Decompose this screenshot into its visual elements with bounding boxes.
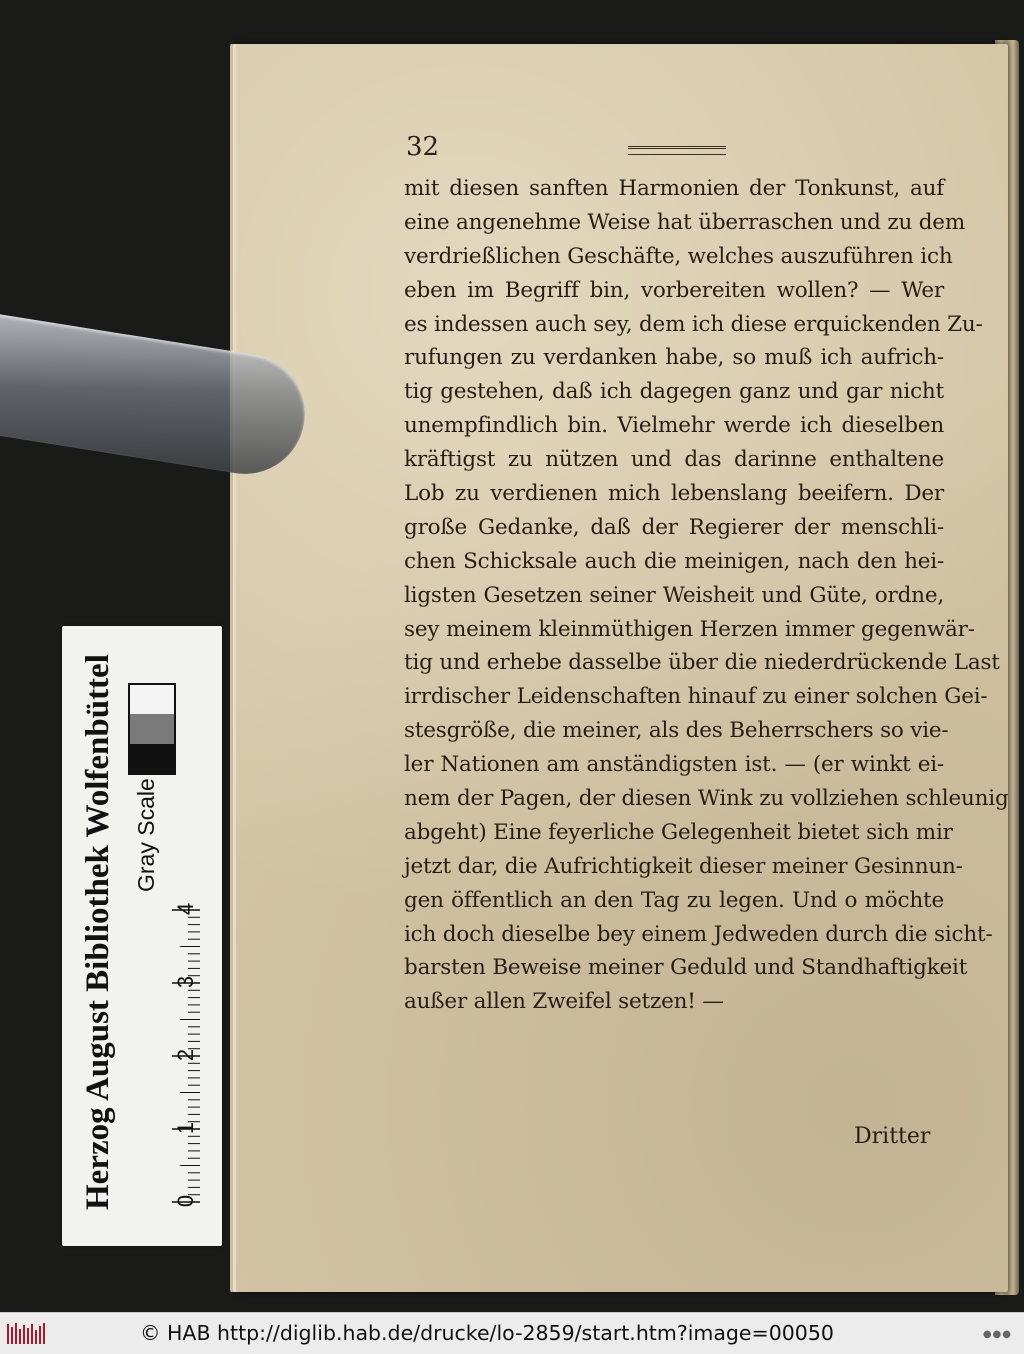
text-line: ler Nationen am anständigsten ist. — (er winkt ei- — [404, 752, 944, 778]
gray-scale-label: Gray Scale — [133, 778, 159, 892]
gray-swatches — [128, 683, 176, 775]
text-line: stesgröße, die meiner, als des Beherrschers so vie- — [404, 718, 949, 744]
text-line: eine angenehme Weise hat überraschen und zu dem — [404, 209, 966, 235]
book-page — [236, 44, 1008, 1292]
footer-menu-icon[interactable]: ●●● — [982, 1329, 1012, 1340]
swatch-white — [130, 685, 174, 714]
text-line: ligsten Gesetzen seiner Weisheit und Güte, ordne, — [404, 582, 944, 608]
text-line: außer allen Zweifel setzen! — — [404, 989, 724, 1015]
footer-bar — [0, 1312, 1024, 1354]
text-line: kräftigst zu nützen und das darinne enthaltene — [404, 447, 944, 473]
text-line: gen öffentlich an den Tag zu legen. Und o möchte — [404, 887, 944, 913]
text-line: große Gedanke, daß der Regierer der menschli- — [404, 514, 944, 540]
text-line: irrdischer Leidenschaften hinauf zu einer solchen Gei- — [404, 684, 988, 710]
text-line: tig gestehen, daß ich dagegen ganz und gar nicht — [404, 379, 944, 405]
text-line: eben im Begriff bin, vorbereiten wollen? — Wer — [404, 277, 944, 303]
ruler-number: 4 — [173, 902, 199, 916]
text-line: chen Schicksale auch die meinigen, nach den hei- — [404, 548, 944, 574]
header-rule — [628, 146, 726, 149]
text-line: sey meinem kleinmüthigen Herzen immer gegenwär- — [404, 616, 975, 642]
text-line: mit diesen sanften Harmonien der Tonkunst, auf — [404, 176, 944, 201]
cm-ruler — [128, 896, 208, 1216]
hab-logo-icon[interactable] — [6, 1321, 48, 1347]
page-number: 32 — [406, 132, 440, 162]
ruler-number: 1 — [173, 1121, 199, 1135]
text-line: barsten Beweise meiner Geduld und Standhaftigkeit — [404, 955, 968, 981]
ruler-number: 0 — [173, 1194, 199, 1208]
text-line: ich doch dieselbe bey einem Jedweden durch die sicht- — [404, 921, 993, 947]
text-line: nem der Pagen, der diesen Wink zu vollziehen schleunig — [404, 786, 1009, 812]
swatch-gray — [130, 714, 174, 743]
text-line: es indessen auch sey, dem ich diese erquickenden Zu- — [404, 311, 983, 337]
text-line: unempfindlich bin. Vielmehr werde ich dieselben — [404, 413, 944, 439]
text-line: verdrießlichen Geschäfte, welches auszuführen ich — [404, 243, 953, 269]
library-label: Herzog August Bibliothek Wolfenbüttel — [80, 654, 116, 1210]
header-rule-thin — [628, 154, 726, 155]
ruler-number: 2 — [173, 1048, 199, 1062]
text-line: Lob zu verdienen mich lebenslang beeifern. Der — [404, 481, 944, 507]
text-line: rufungen zu verdanken habe, so muß ich aufrich- — [404, 345, 944, 371]
text-line: jetzt dar, die Aufrichtigkeit dieser meiner Gesinnun- — [404, 853, 963, 879]
page-text — [404, 172, 1009, 1019]
page-header — [406, 132, 946, 172]
ruler-number: 3 — [173, 975, 199, 989]
catchword: Dritter — [854, 1124, 931, 1149]
copyright-url[interactable]: © HAB http://diglib.hab.de/drucke/lo-2859/start.htm?image=00050 — [140, 1321, 834, 1345]
text-line: tig und erhebe dasselbe über die niederdrückende Last — [404, 650, 1000, 676]
text-line: abgeht) Eine feyerliche Gelegenheit bietet sich mir — [404, 819, 953, 845]
swatch-black — [130, 744, 174, 773]
